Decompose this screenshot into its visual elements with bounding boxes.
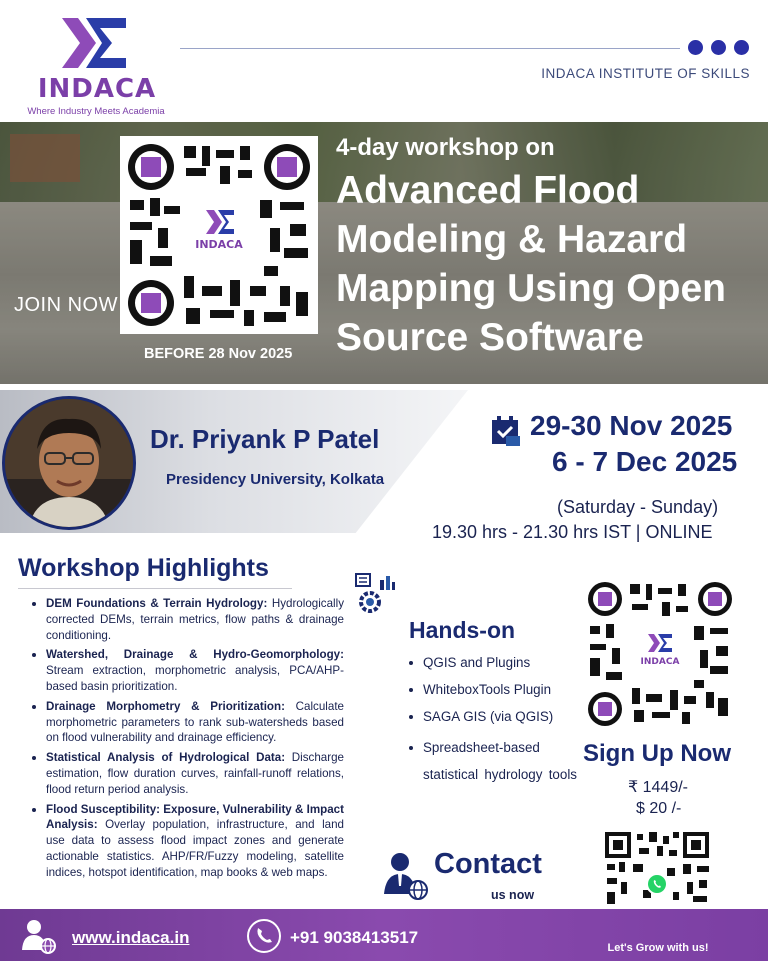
brand-tagline: Where Industry Meets Academia [27, 106, 165, 117]
gear-chart-icon [354, 572, 396, 614]
highlight-text: Calculate morphometric parameters to rank sub-watersheds based on flood vulnerability and drainage efficiency. [46, 699, 344, 745]
whatsapp-phone-glyph [648, 875, 666, 893]
person-globe-icon [382, 852, 428, 900]
highlight-heading: DEM Foundations & Terrain Hydrology: [46, 597, 268, 610]
brand-logo[interactable] [26, 10, 166, 118]
qr-brand-text: INDACA [195, 238, 243, 251]
speaker-name: Dr. Priyank P Patel [150, 424, 380, 454]
highlight-heading: Watershed, Drainage & Hydro-Geomorphology: [46, 648, 344, 662]
workshop-days: (Saturday - Sunday) [557, 497, 719, 517]
price-usd: $ 20 /- [636, 800, 682, 817]
hero-banner [0, 122, 768, 384]
workshop-pretitle: 4-day workshop on [336, 134, 555, 161]
list-item: WhiteboxTools Plugin [409, 680, 577, 699]
speaker-avatar [2, 396, 136, 530]
contact-title[interactable]: Contact [434, 848, 542, 880]
whatsapp-icon [646, 873, 668, 895]
qr-code-icon [586, 580, 734, 728]
join-now-label: JOIN NOW [14, 294, 118, 316]
speaker-photo-icon [5, 399, 133, 527]
tools-list [409, 653, 577, 796]
header-divider [180, 48, 680, 49]
workshop-dates-2: 6 - 7 Dec 2025 [552, 446, 738, 477]
highlights-title: Workshop Highlights [18, 554, 269, 582]
dot [688, 40, 703, 55]
list-item [32, 596, 344, 643]
signup-title[interactable]: Sign Up Now [583, 740, 731, 767]
qr-code-icon [120, 136, 318, 334]
list-item: SAGA GIS (via QGIS) [409, 707, 577, 726]
list-item: Spreadsheet-based statistical hydrology tools [409, 734, 577, 788]
workshop-dates-1: 29-30 Nov 2025 [530, 410, 733, 441]
highlight-text: Hydrologically corrected DEMs, terrain metrics, flow paths & drainage conditioning. [46, 597, 344, 642]
workshop-title: Advanced Flood Modeling & Hazard Mapping Using Open Source Software [336, 169, 726, 359]
signup-qr-code[interactable] [586, 580, 734, 728]
header [0, 0, 768, 122]
user-globe-icon [20, 918, 56, 954]
highlight-heading: Flood Susceptibility: Exposure, Vulnerability & Impact Analysis: [46, 802, 344, 832]
calendar-icon [490, 416, 522, 446]
registration-deadline: BEFORE 28 Nov 2025 [144, 346, 293, 362]
phone-glyph [249, 921, 279, 951]
list-item [32, 647, 344, 694]
contact-subtitle: us now [491, 888, 535, 902]
highlight-text: Discharge estimation, flow duration curves, rainfall-runoff relations, flood return period analysis. [46, 751, 344, 796]
dot [711, 40, 726, 55]
price-inr: ₹ 1449/- [628, 779, 688, 796]
speaker-affiliation: Presidency University, Kolkata [166, 471, 385, 488]
list-item [32, 802, 344, 881]
highlights-divider [18, 588, 292, 589]
phone-number[interactable]: +91 9038413517 [290, 928, 419, 947]
indaca-logo-icon [56, 14, 132, 72]
dot [734, 40, 749, 55]
qr-brand-text: INDACA [640, 657, 680, 667]
list-item: QGIS and Plugins [409, 653, 577, 672]
registration-qr-code[interactable] [120, 136, 318, 334]
workshop-time: 19.30 hrs - 21.30 hrs IST | ONLINE [432, 522, 713, 542]
list-item [32, 699, 344, 746]
brand-name: INDACA [37, 74, 157, 104]
highlight-heading: Drainage Morphometry & Prioritization: [46, 699, 285, 713]
phone-icon [247, 919, 281, 953]
highlight-text: Stream extraction, morphometric analysis, PCA/AHP-based basin prioritization. [46, 664, 344, 693]
website-link[interactable]: www.indaca.in [72, 928, 190, 947]
footer-slogan: Let's Grow with us! [607, 942, 709, 954]
list-item [32, 750, 344, 797]
highlight-text: Overlay population, infrastructure, and land use data to assess flood impact zones and generate actionable statistics. AHP/FR/Fuzzy modeling, satellite indices, hotspot identification, map books & web maps. [46, 818, 344, 879]
decorative-dots [688, 40, 752, 58]
institute-name: INDACA INSTITUTE OF SKILLS [541, 66, 750, 81]
hands-on-title: Hands-on [409, 617, 516, 643]
highlights-list [32, 596, 344, 885]
highlight-heading: Statistical Analysis of Hydrological Data: [46, 751, 286, 765]
